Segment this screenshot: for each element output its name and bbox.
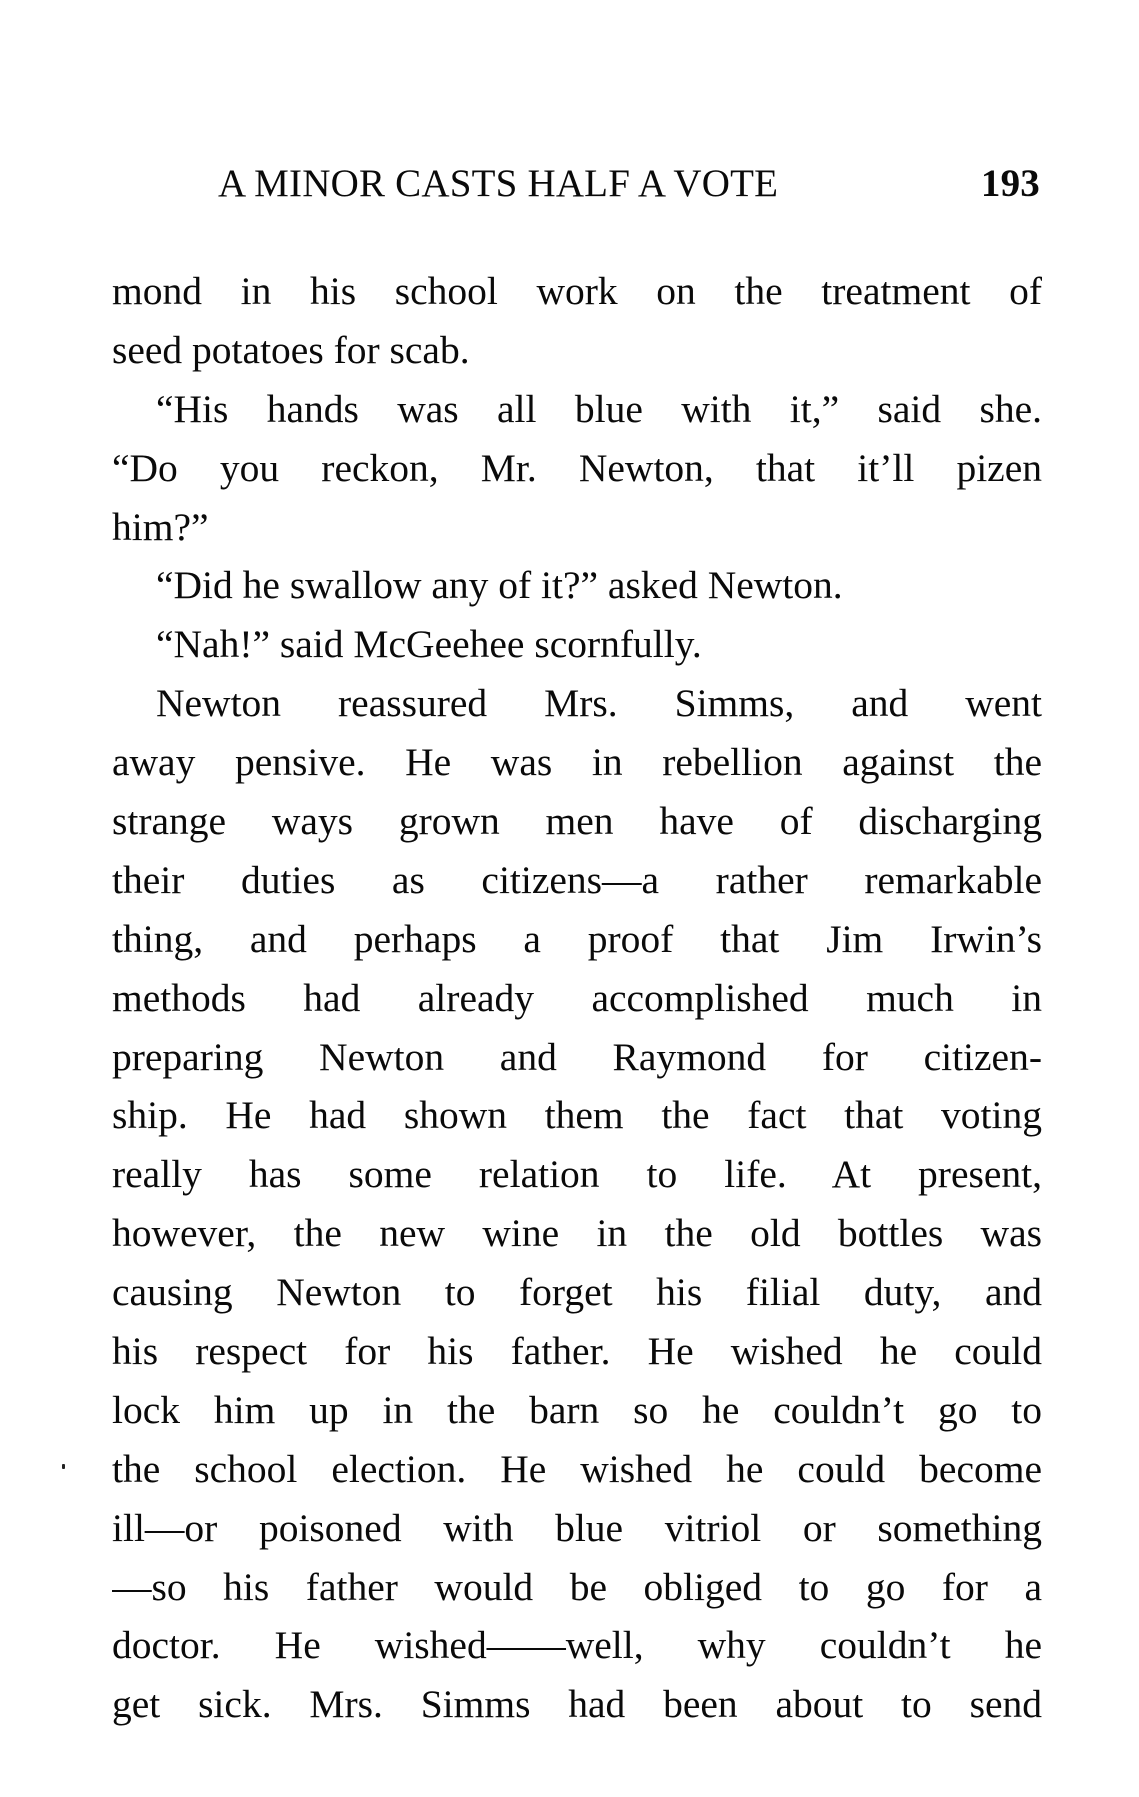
text-line: strange ways grown men have of discharging xyxy=(112,799,1042,844)
text-line: however, the new wine in the old bottles was xyxy=(112,1211,1042,1256)
text-line: “Nah!” said McGeehee scornfully. xyxy=(156,622,702,667)
text-line: causing Newton to forget his filial duty, and xyxy=(112,1270,1042,1315)
text-line: ill—or poisoned with blue vitriol or something xyxy=(112,1505,1042,1550)
text-line: “Did he swallow any of it?” asked Newton. xyxy=(156,563,843,608)
running-head xyxy=(218,158,1040,210)
text-line: mond in his school work on the treatment of xyxy=(112,269,1042,313)
text-line: doctor. He wished——well, why couldn’t he xyxy=(112,1623,1042,1668)
stray-ink-mark xyxy=(62,1464,65,1469)
text-line: away pensive. He was in rebellion against the xyxy=(112,740,1042,785)
text-line: the school election. He wished he could become xyxy=(112,1446,1042,1491)
text-line: —so his father would be obliged to go for a xyxy=(112,1564,1042,1609)
text-line: really has some relation to life. At present, xyxy=(112,1152,1042,1197)
text-line: lock him up in the barn so he couldn’t go to xyxy=(112,1387,1042,1432)
text-line: preparing Newton and Raymond for citizen- xyxy=(112,1034,1042,1079)
text-line: their duties as citizens—a rather remarkable xyxy=(112,857,1042,902)
text-line: methods had already accomplished much in xyxy=(112,975,1042,1020)
text-line: Newton reassured Mrs. Simms, and went xyxy=(156,681,1042,726)
running-title: A MINOR CASTS HALF A VOTE xyxy=(218,162,779,205)
text-line: seed potatoes for scab. xyxy=(112,327,470,372)
text-line: ship. He had shown them the fact that voting xyxy=(112,1093,1042,1138)
page-number: 193 xyxy=(980,162,1040,205)
text-line: get sick. Mrs. Simms had been about to send xyxy=(112,1682,1042,1727)
text-line: “His hands was all blue with it,” said she. xyxy=(156,386,1042,431)
text-line: him?” xyxy=(112,504,209,549)
body-text xyxy=(112,262,1042,1734)
text-line: “Do you reckon, Mr. Newton, that it’ll pizen xyxy=(112,445,1042,490)
text-line: thing, and perhaps a proof that Jim Irwin’s xyxy=(112,916,1042,961)
text-line: his respect for his father. He wished he could xyxy=(112,1329,1042,1374)
